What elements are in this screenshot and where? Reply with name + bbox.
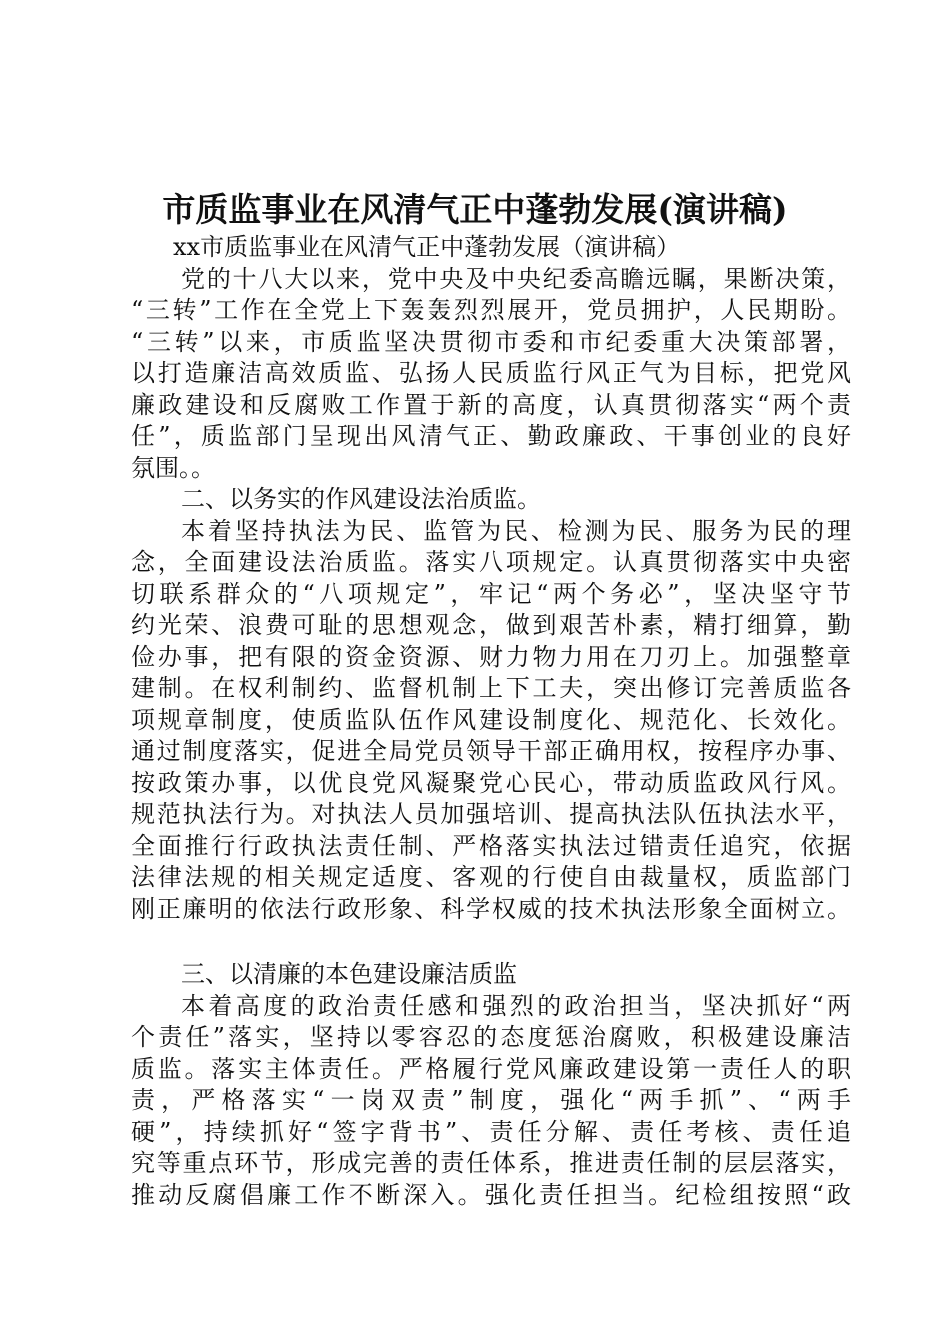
text-line: 廉政建设和反腐败工作置于新的高度，认真贯彻落实“两个责 [131, 390, 851, 419]
text-line: 项规章制度，使质监队伍作风建设制度化、规范化、长效化。 [131, 705, 851, 734]
paragraph-gap [131, 925, 851, 959]
text-line: 按政策办事，以优良党风凝聚党心民心，带动质监政风行风。 [131, 768, 851, 797]
text-line: “三转”以来，市质监坚决贯彻市委和市纪委重大决策部署， [131, 327, 851, 356]
text-line: 氛围。。 [131, 453, 215, 482]
document-subtitle: xx市质监事业在风清气正中蓬勃发展（演讲稿） [173, 233, 681, 261]
text-line: 建制。在权利制约、监督机制上下工夫，突出修订完善质监各 [131, 674, 851, 702]
text-line: 本着高度的政治责任感和强烈的政治担当，坚决抓好“两 [181, 991, 851, 1020]
section-two-body [131, 516, 851, 926]
document-body [131, 232, 851, 1211]
text-line: “三转”工作在全党上下轰轰烈烈展开，党员拥护，人民期盼。 [131, 296, 851, 324]
text-line: 究等重点环节，形成完善的责任体系，推进责任制的层层落实， [131, 1149, 851, 1177]
text-line: 全面推行行政执法责任制、严格落实执法过错责任追究，依据 [131, 831, 851, 860]
text-line: 硬”，持续抓好“签字背书”、责任分解、责任考核、责任追 [131, 1117, 851, 1146]
text-line: 推动反腐倡廉工作不断深入。强化责任担当。纪检组按照“政 [131, 1180, 851, 1209]
text-line: 以打造廉洁高效质监、弘扬人民质监行风正气为目标，把党风 [131, 359, 851, 387]
text-line: 约光荣、浪费可耻的思想观念，做到艰苦朴素，精打细算，勤 [131, 611, 851, 639]
text-line: 党的十八大以来，党中央及中央纪委高瞻远瞩，果断决策， [181, 264, 851, 293]
text-line: 念，全面建设法治质监。落实八项规定。认真贯彻落实中央密 [131, 548, 851, 576]
text-line: 刚正廉明的依法行政形象、科学权威的技术执法形象全面树立。 [131, 894, 851, 923]
text-line: 任”，质监部门呈现出风清气正、勤政廉政、干事创业的良好 [131, 422, 851, 450]
section-two-heading: 二、以务实的作风建设法治质监。 [181, 485, 541, 513]
text-line: 法律法规的相关规定适度、客观的行使自由裁量权，质监部门 [131, 863, 851, 891]
text-line: 个责任”落实，坚持以零容忍的态度惩治腐败，积极建设廉洁 [131, 1023, 851, 1051]
section-three-body [131, 991, 851, 1212]
section-three-heading: 三、以清廉的本色建设廉洁质监 [181, 960, 517, 988]
document-title: 市质监事业在风清气正中蓬勃发展(演讲稿) [162, 190, 788, 229]
text-line: 本着坚持执法为民、监管为民、检测为民、服务为民的理 [181, 516, 851, 545]
text-line: 质监。落实主体责任。严格履行党风廉政建设第一责任人的职 [131, 1054, 851, 1083]
text-line: 通过制度落实，促进全局党员领导干部正确用权，按程序办事、 [131, 737, 851, 765]
intro-paragraph [131, 264, 851, 485]
text-line: 俭办事，把有限的资金资源、财力物力用在刀刃上。加强整章 [131, 642, 851, 671]
text-line: 责，严格落实“一岗双责”制度，强化“两手抓”、“两手 [131, 1086, 851, 1114]
text-line: 切联系群众的“八项规定”，牢记“两个务必”，坚决坚守节 [131, 579, 851, 608]
text-line: 规范执法行为。对执法人员加强培训、提高执法队伍执法水平， [131, 800, 851, 828]
